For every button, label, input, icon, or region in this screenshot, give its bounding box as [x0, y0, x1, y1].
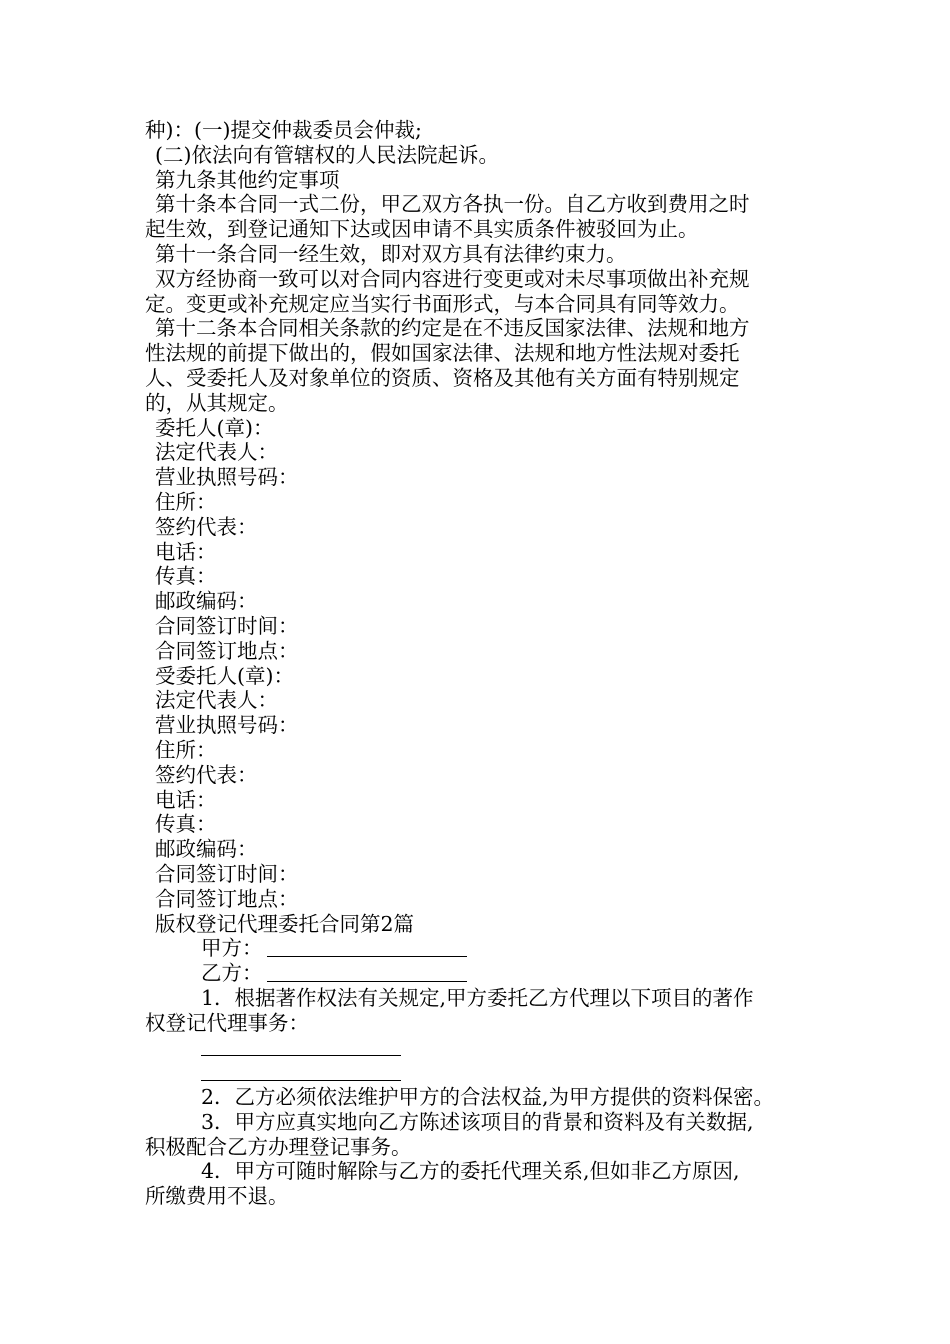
text-line: 性法规的前提下做出的，假如国家法律、法规和地方性法规对委托 [145, 341, 740, 366]
party-b-label: 乙方： [201, 961, 263, 986]
party-b-blank [267, 963, 467, 982]
party-a-blank [267, 938, 467, 957]
text-line: 法定代表人： [155, 688, 278, 713]
text-line: 营业执照号码： [155, 713, 299, 738]
text-line: 双方经协商一致可以对合同内容进行变更或对未尽事项做出补充规 [155, 266, 750, 291]
project-blank-1 [145, 1035, 825, 1060]
text-line: 种)：(一)提交仲裁委员会仲裁; [145, 118, 422, 142]
text-line: 第九条其他约定事项 [155, 167, 340, 192]
text-line: 合同签订地点： [155, 886, 299, 911]
clause-4-line-1: 4．甲方可随时解除与乙方的委托代理关系,但如非乙方原因, [201, 1159, 740, 1184]
text-line: 电话： [155, 787, 217, 812]
clause-3-line-2: 积极配合乙方办理登记事务。 [145, 1134, 412, 1159]
clause-3-line-1: 3．甲方应真实地向乙方陈述该项目的背景和资料及有关数据, [201, 1109, 754, 1134]
clause-1-line-2: 权登记代理事务： [145, 1010, 309, 1035]
text-line: 传真： [155, 564, 217, 589]
text-line: 定。变更或补充规定应当实行书面形式，与本合同具有同等效力。 [145, 291, 740, 316]
clause-2: 2．乙方必须依法维护甲方的合法权益,为甲方提供的资料保密。 [201, 1085, 775, 1110]
clause-1-line-1: 1．根据著作权法有关规定,甲方委托乙方代理以下项目的著作 [201, 985, 754, 1010]
text-line: 的，从其规定。 [145, 390, 289, 415]
text-line: 传真： [155, 812, 217, 837]
text-line: 住所： [155, 737, 217, 762]
text-line: 人、受委托人及对象单位的资质、资格及其他有关方面有特别规定 [145, 365, 740, 390]
text-line: 第十条本合同一式二份，甲乙双方各执一份。自乙方收到费用之时 [155, 192, 750, 217]
party-b-line [145, 961, 825, 986]
text-line: 受委托人(章)： [155, 663, 294, 688]
text-line: 法定代表人： [155, 440, 278, 465]
project-blank-line [201, 1037, 401, 1056]
party-a-line [145, 936, 825, 961]
text-line: 营业执照号码： [155, 465, 299, 490]
text-line: 版权登记代理委托合同第2篇 [155, 911, 415, 936]
text-line: (二)依法向有管辖权的人民法院起诉。 [155, 142, 499, 167]
text-line: 邮政编码： [155, 837, 258, 862]
text-line: 住所： [155, 489, 217, 514]
document-body [145, 118, 825, 936]
text-line: 第十二条本合同相关条款的约定是在不违反国家法律、法规和地方 [155, 316, 750, 341]
document-page [145, 118, 825, 1209]
text-line: 合同签订时间： [155, 613, 299, 638]
text-line: 起生效，到登记通知下达或因申请不具实质条件被驳回为止。 [145, 217, 699, 242]
text-line: 合同签订时间： [155, 861, 299, 886]
text-line: 签约代表： [155, 762, 258, 787]
party-a-label: 甲方： [201, 936, 263, 961]
text-line: 委托人(章)： [155, 415, 274, 440]
clause-4-line-2: 所缴费用不退。 [145, 1184, 289, 1209]
text-line: 第十一条合同一经生效，即对双方具有法律约束力。 [155, 241, 627, 266]
project-blank-2 [145, 1060, 825, 1085]
text-line: 电话： [155, 539, 217, 564]
project-blank-line [201, 1062, 401, 1081]
text-line: 邮政编码： [155, 589, 258, 614]
text-line: 合同签订地点： [155, 638, 299, 663]
text-line: 签约代表： [155, 514, 258, 539]
